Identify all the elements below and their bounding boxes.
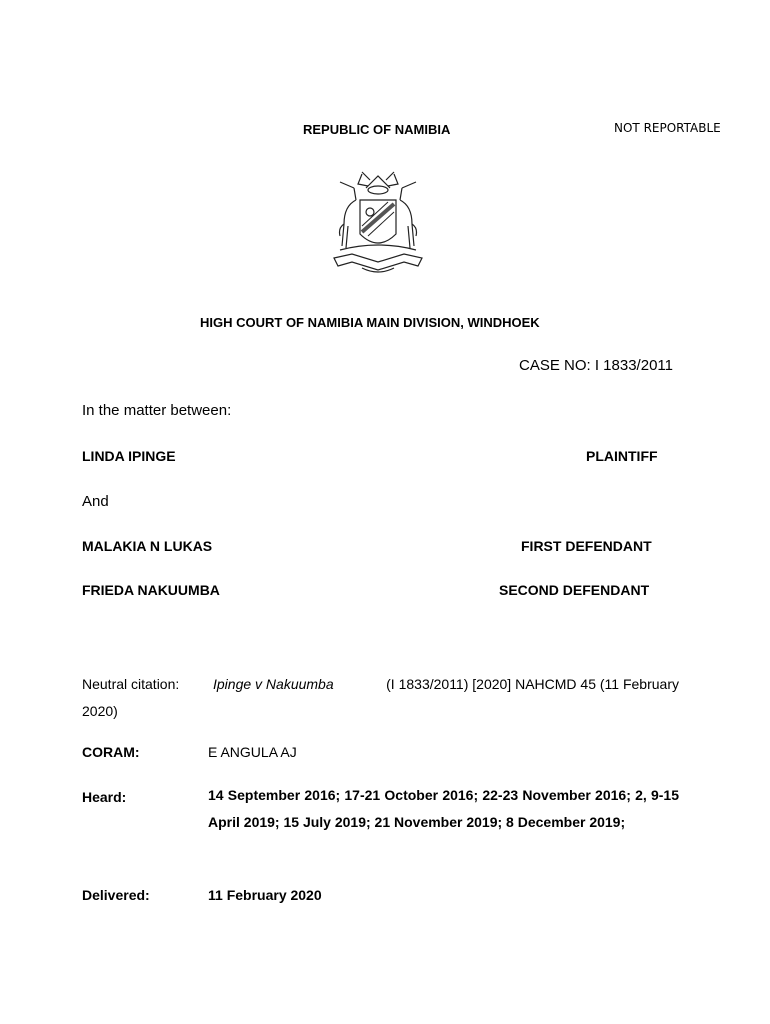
matter-intro: In the matter between: <box>82 402 232 419</box>
delivered-date: 11 February 2020 <box>208 887 322 903</box>
neutral-citation-label: Neutral citation: <box>82 676 180 692</box>
first-defendant-name: MALAKIA N LUKAS <box>82 538 213 554</box>
republic-heading: REPUBLIC OF NAMIBIA <box>303 122 451 137</box>
second-defendant-name: FRIEDA NAKUUMBA <box>82 582 220 598</box>
neutral-citation-ref: (I 1833/2011) [2020] NAHCMD 45 (11 February <box>386 676 679 692</box>
first-defendant-role: FIRST DEFENDANT <box>521 538 652 554</box>
plaintiff-role: PLAINTIFF <box>586 448 658 464</box>
heard-label: Heard: <box>82 789 127 805</box>
delivered-label: Delivered: <box>82 887 150 903</box>
plaintiff-name: LINDA IPINGE <box>82 448 176 464</box>
case-number: CASE NO: I 1833/2011 <box>519 357 673 374</box>
namibia-coat-of-arms-icon <box>318 166 438 286</box>
heard-dates: 14 September 2016; 17-21 October 2016; 22-23 November 2016; 2, 9-15 April 2019; 15 July 2019; 21 November 2019; 8 December 2019; <box>208 787 679 830</box>
coram-value: E ANGULA AJ <box>208 744 297 760</box>
neutral-citation-continued: 2020) <box>82 703 118 719</box>
second-defendant-role: SECOND DEFENDANT <box>499 582 650 598</box>
neutral-citation <box>82 671 679 725</box>
and-label: And <box>82 493 109 510</box>
court-heading: HIGH COURT OF NAMIBIA MAIN DIVISION, WINDHOEK <box>200 315 540 330</box>
not-reportable-label: NOT REPORTABLE <box>614 121 721 135</box>
neutral-citation-case: Ipinge v Nakuumba <box>213 676 334 692</box>
coram-label: CORAM: <box>82 744 140 760</box>
